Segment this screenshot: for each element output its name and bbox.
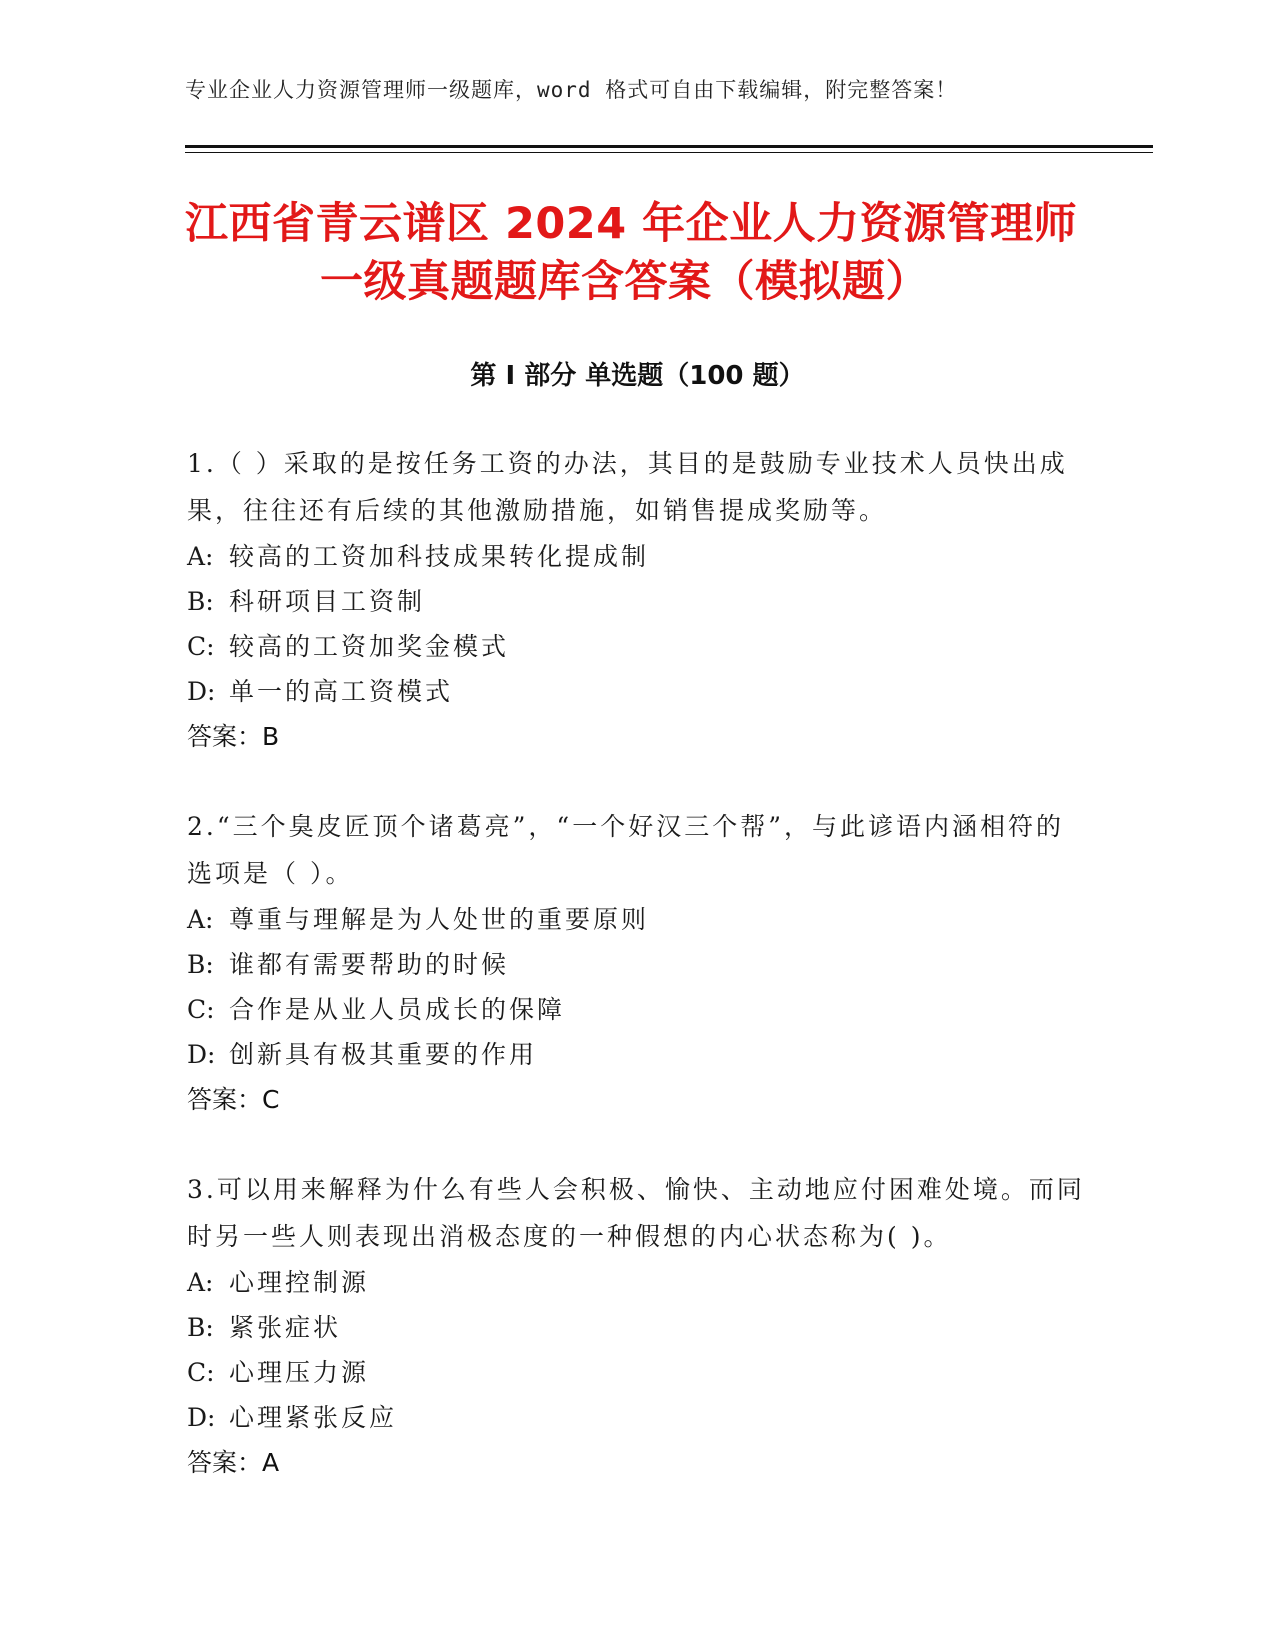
answer: 答案：B xyxy=(187,722,280,751)
question-stem: 3.可以用来解释为什么有些人会积极、愉快、主动地应付困难处境。而同时另一些人则表现出消极态度的一种假想的内心状态称为( )。 xyxy=(187,1175,1085,1251)
header-rule-thick xyxy=(185,145,1153,148)
option-c xyxy=(187,624,1087,669)
option-d xyxy=(187,1395,1087,1440)
option-key: C: xyxy=(187,632,215,661)
option-key: A: xyxy=(187,1268,214,1297)
option-text: 尊重与理解是为人处世的重要原则 xyxy=(229,905,650,934)
option-text: 较高的工资加奖金模式 xyxy=(229,632,510,661)
option-text: 心理压力源 xyxy=(229,1358,370,1387)
option-a xyxy=(187,897,1087,942)
option-d xyxy=(187,669,1087,714)
option-b xyxy=(187,1305,1087,1350)
question-stem: 1.（ ）采取的是按任务工资的办法，其目的是鼓励专业技术人员快出成果，往往还有后续的其他激励措施，如销售提成奖励等。 xyxy=(187,449,1068,525)
option-key: A: xyxy=(187,905,214,934)
option-key: A: xyxy=(187,542,214,571)
header-rule-thin xyxy=(185,152,1153,153)
document-title-line-2: 一级真题题库含答案（模拟题） xyxy=(320,257,929,307)
option-b xyxy=(187,942,1087,987)
option-key: B: xyxy=(187,950,214,979)
option-text: 科研项目工资制 xyxy=(229,587,426,616)
option-text: 单一的高工资模式 xyxy=(229,677,454,706)
option-key: B: xyxy=(187,1313,214,1342)
option-key: B: xyxy=(187,587,214,616)
option-key: C: xyxy=(187,1358,215,1387)
option-text: 合作是从业人员成长的保障 xyxy=(229,995,566,1024)
option-c xyxy=(187,987,1087,1032)
option-a xyxy=(187,1260,1087,1305)
option-text: 紧张症状 xyxy=(229,1313,342,1342)
option-key: D: xyxy=(187,677,216,706)
option-text: 心理紧张反应 xyxy=(229,1403,398,1432)
option-text: 谁都有需要帮助的时候 xyxy=(229,950,510,979)
question-3 xyxy=(187,1166,1087,1485)
option-text: 心理控制源 xyxy=(229,1268,370,1297)
document-title xyxy=(185,195,1085,311)
answer: 答案：C xyxy=(187,1085,280,1114)
option-text: 较高的工资加科技成果转化提成制 xyxy=(229,542,650,571)
option-d xyxy=(187,1032,1087,1077)
option-key: C: xyxy=(187,995,215,1024)
option-key: D: xyxy=(187,1403,216,1432)
option-text: 创新具有极其重要的作用 xyxy=(229,1040,538,1069)
document-title-line-1: 江西省青云谱区 2024 年企业人力资源管理师 xyxy=(185,199,1078,249)
question-stem: 2.“三个臭皮匠顶个诸葛亮”，“一个好汉三个帮”，与此谚语内涵相符的选项是（ ）。 xyxy=(187,812,1064,888)
option-key: D: xyxy=(187,1040,216,1069)
question-1 xyxy=(187,440,1087,759)
option-b xyxy=(187,579,1087,624)
option-c xyxy=(187,1350,1087,1395)
option-a xyxy=(187,534,1087,579)
page-header: 专业企业人力资源管理师一级题库，word 格式可自由下载编辑，附完整答案！ xyxy=(185,78,958,102)
section-title: 第 I 部分 单选题（100 题） xyxy=(470,361,805,391)
question-list xyxy=(187,440,1087,1529)
question-2 xyxy=(187,803,1087,1122)
answer: 答案：A xyxy=(187,1448,280,1477)
